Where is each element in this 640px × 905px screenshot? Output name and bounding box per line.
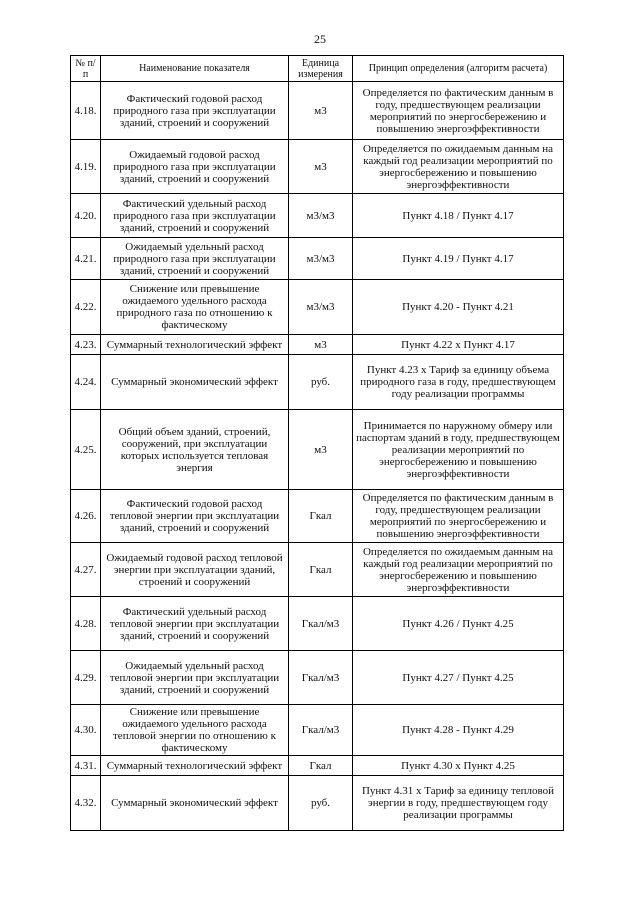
row-indicator-name: Ожидаемый удельный расход тепловой энергии при эксплуатации зданий, строений и сооружений <box>101 651 289 705</box>
table-header-row <box>71 56 564 82</box>
row-unit: м3/м3 <box>289 280 353 335</box>
table-row <box>71 140 564 194</box>
row-rule: Пункт 4.20 - Пункт 4.21 <box>353 280 564 335</box>
row-rule: Пункт 4.27 / Пункт 4.25 <box>353 651 564 705</box>
row-number: 4.23. <box>71 335 101 355</box>
page-number: 25 <box>314 32 326 46</box>
row-number: 4.26. <box>71 490 101 543</box>
row-indicator-name: Снижение или превышение ожидаемого удельного расхода тепловой энергии по отношению к фактическому <box>101 705 289 756</box>
table-row <box>71 490 564 543</box>
table-row <box>71 705 564 756</box>
row-rule: Пункт 4.30 x Пункт 4.25 <box>353 756 564 776</box>
row-rule: Определяется по ожидаемым данным на каждый год реализации мероприятий по энергосбережению и повышению энергоэффективности <box>353 543 564 597</box>
table-row <box>71 543 564 597</box>
table-row <box>71 355 564 410</box>
row-number: 4.24. <box>71 355 101 410</box>
row-unit: м3/м3 <box>289 238 353 280</box>
row-number: 4.32. <box>71 776 101 831</box>
row-rule: Определяется по фактическим данным в году, предшествующем реализации мероприятий по энергосбережению и повышению энергоэффективности <box>353 82 564 140</box>
table-row <box>71 776 564 831</box>
row-unit: м3/м3 <box>289 194 353 238</box>
row-indicator-name: Ожидаемый годовой расход тепловой энергии при эксплуатации зданий, строений и сооружений <box>101 543 289 597</box>
row-number: 4.20. <box>71 194 101 238</box>
table-row <box>71 756 564 776</box>
row-rule: Пункт 4.22 x Пункт 4.17 <box>353 335 564 355</box>
table-row <box>71 597 564 651</box>
row-unit: Гкал/м3 <box>289 705 353 756</box>
row-indicator-name: Суммарный технологический эффект <box>101 756 289 776</box>
row-indicator-name: Фактический годовой расход природного газа при эксплуатации зданий, строений и сооружений <box>101 82 289 140</box>
row-unit: м3 <box>289 82 353 140</box>
row-number: 4.29. <box>71 651 101 705</box>
row-number: 4.18. <box>71 82 101 140</box>
header-name: Наименование показателя <box>101 56 289 82</box>
row-rule: Определяется по фактическим данным в году, предшествующем реализации мероприятий по энергосбережению и повышению энергоэффективности <box>353 490 564 543</box>
row-indicator-name: Ожидаемый удельный расход природного газа при эксплуатации зданий, строений и сооружений <box>101 238 289 280</box>
indicators-table <box>70 55 564 831</box>
table-row <box>71 238 564 280</box>
row-unit: м3 <box>289 140 353 194</box>
row-indicator-name: Суммарный экономический эффект <box>101 355 289 410</box>
row-number: 4.21. <box>71 238 101 280</box>
table-row <box>71 194 564 238</box>
header-rule: Принцип определения (алгоритм расчета) <box>353 56 564 82</box>
row-number: 4.27. <box>71 543 101 597</box>
row-rule: Определяется по ожидаемым данным на каждый год реализации мероприятий по энергосбережению и повышению энергоэффективности <box>353 140 564 194</box>
row-rule: Пункт 4.18 / Пункт 4.17 <box>353 194 564 238</box>
row-unit: руб. <box>289 776 353 831</box>
row-indicator-name: Ожидаемый годовой расход природного газа при эксплуатации зданий, строений и сооружений <box>101 140 289 194</box>
row-unit: Гкал <box>289 490 353 543</box>
row-number: 4.25. <box>71 410 101 490</box>
row-rule: Пункт 4.19 / Пункт 4.17 <box>353 238 564 280</box>
row-indicator-name: Фактический удельный расход тепловой энергии при эксплуатации зданий, строений и сооружений <box>101 597 289 651</box>
row-number: 4.19. <box>71 140 101 194</box>
row-unit: м3 <box>289 335 353 355</box>
table-row <box>71 410 564 490</box>
table-row <box>71 651 564 705</box>
row-indicator-name: Суммарный технологический эффект <box>101 335 289 355</box>
row-indicator-name: Суммарный экономический эффект <box>101 776 289 831</box>
table-row <box>71 82 564 140</box>
row-number: 4.31. <box>71 756 101 776</box>
row-unit: Гкал/м3 <box>289 597 353 651</box>
row-rule: Пункт 4.26 / Пункт 4.25 <box>353 597 564 651</box>
row-rule: Пункт 4.23 x Тариф за единицу объема природного газа в году, предшествующем году реализации программы <box>353 355 564 410</box>
row-unit: Гкал <box>289 756 353 776</box>
row-indicator-name: Снижение или превышение ожидаемого удельного расхода природного газа по отношению к фактическому <box>101 280 289 335</box>
row-number: 4.22. <box>71 280 101 335</box>
row-number: 4.30. <box>71 705 101 756</box>
row-indicator-name: Фактический удельный расход природного газа при эксплуатации зданий, строений и сооружений <box>101 194 289 238</box>
row-indicator-name: Общий объем зданий, строений, сооружений, при эксплуатации которых используется тепловая энергия <box>101 410 289 490</box>
row-unit: Гкал <box>289 543 353 597</box>
row-rule: Пункт 4.28 - Пункт 4.29 <box>353 705 564 756</box>
row-rule: Принимается по наружному обмеру или паспортам зданий в году, предшествующем реализации мероприятий по энергосбережению и повышению энергоэффективности <box>353 410 564 490</box>
table-row <box>71 335 564 355</box>
row-number: 4.28. <box>71 597 101 651</box>
row-unit: м3 <box>289 410 353 490</box>
row-unit: руб. <box>289 355 353 410</box>
header-num: № п/п <box>71 56 101 82</box>
row-indicator-name: Фактический годовой расход тепловой энергии при эксплуатации зданий, строений и сооружений <box>101 490 289 543</box>
header-unit: Единица измерения <box>289 56 353 82</box>
table-row <box>71 280 564 335</box>
row-unit: Гкал/м3 <box>289 651 353 705</box>
row-rule: Пункт 4.31 x Тариф за единицу тепловой энергии в году, предшествующем году реализации программы <box>353 776 564 831</box>
